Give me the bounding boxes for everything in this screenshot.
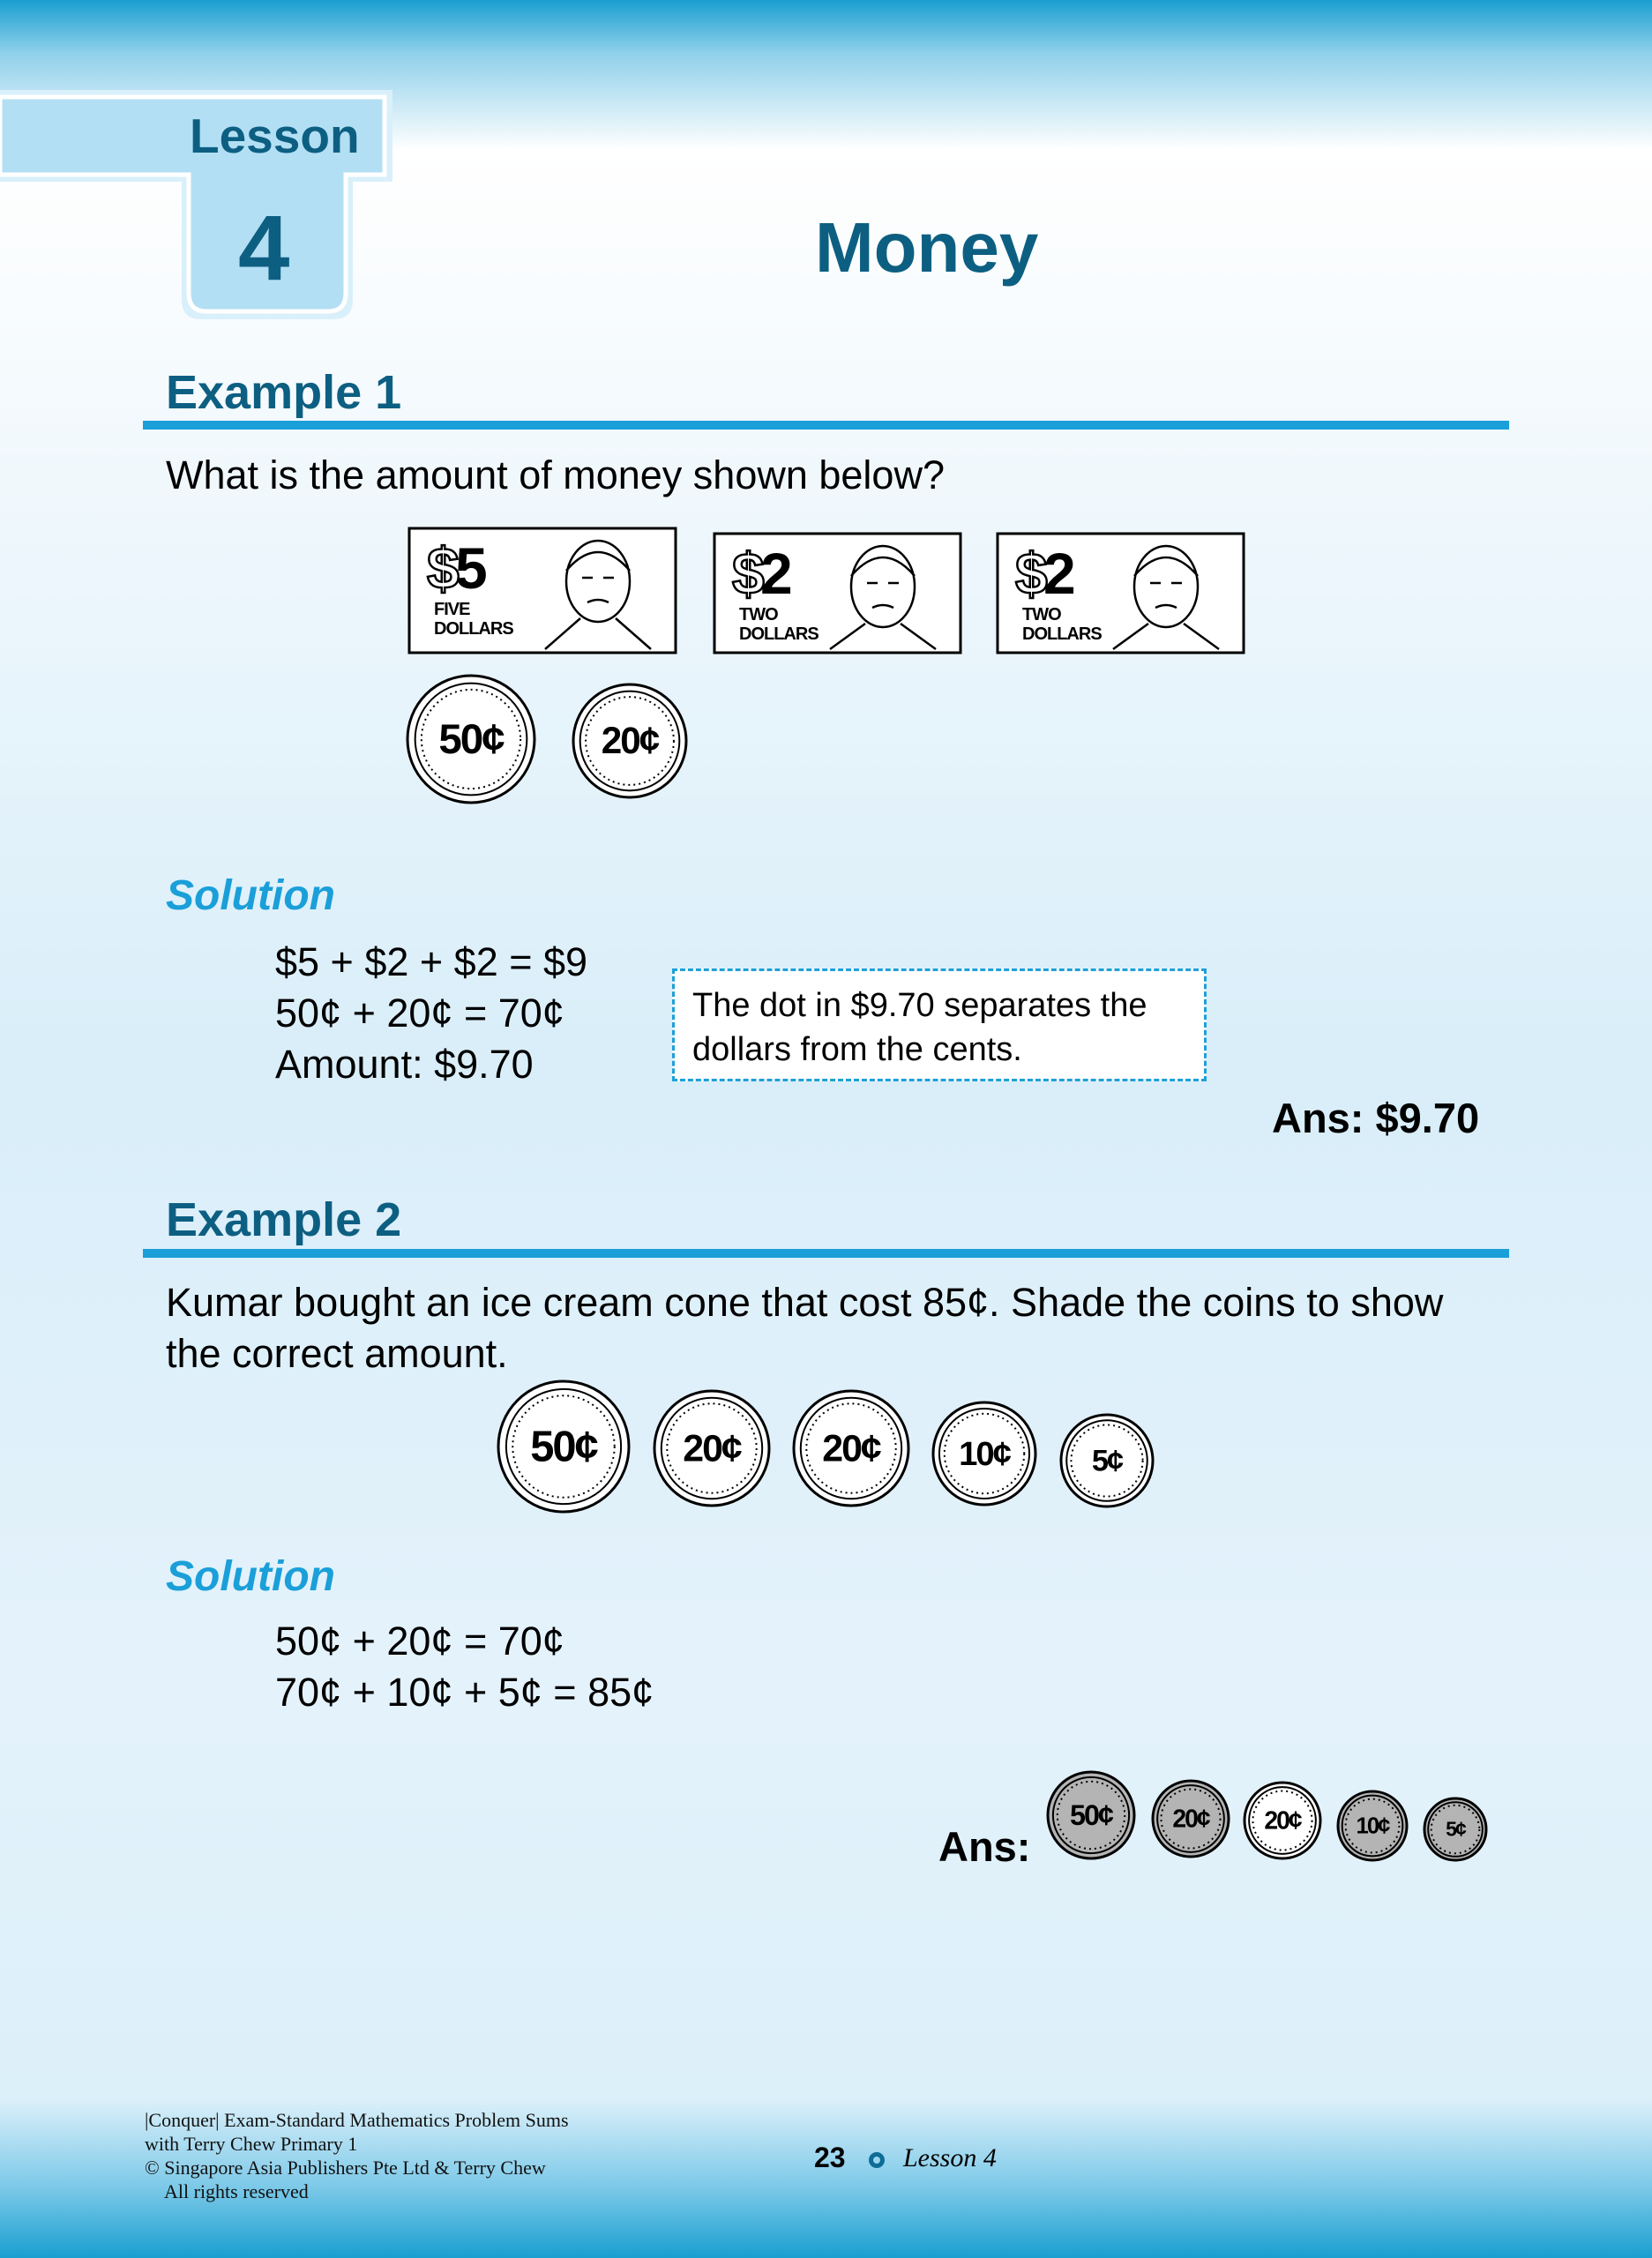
coin-value: 5¢ [1091,1444,1123,1478]
coin-value: 20¢ [1264,1806,1301,1836]
coin-2 [651,1387,773,1509]
unshaded-coin-3 [1241,1779,1324,1862]
coin-1 [495,1378,632,1515]
coin-2 [570,681,690,801]
banknote-symbol: $ [732,541,765,606]
banknote-word: DOLLARS [739,624,819,644]
solution-line: Amount: $9.70 [275,1042,534,1087]
coin-5 [1058,1411,1156,1510]
note-box: The dot in $9.70 separates the dollars from the cents. [672,968,1207,1081]
example-2-heading: Example 2 [166,1193,402,1246]
banknote-word: TWO [1022,605,1061,624]
banknote-symbol: $ [427,535,460,601]
page-title: Money [815,208,1039,287]
example-1-solution-heading: Solution [166,872,335,919]
footer-line: |Conquer| Exam-Standard Mathematics Problem Sums [145,2109,569,2131]
example-2-question-line-1: Kumar bought an ice cream cone that cost 85¢. Shade the coins to show [166,1280,1444,1325]
solution-line: 70¢ + 10¢ + 5¢ = 85¢ [275,1670,654,1715]
solution-line: 50¢ + 20¢ = 70¢ [275,991,564,1036]
coin-1 [404,672,538,806]
banknote-1 [407,527,677,654]
ring-bullet-icon [869,2152,885,2168]
solution-line: 50¢ + 20¢ = 70¢ [275,1619,564,1664]
coin-value: 20¢ [601,720,659,762]
banknote-2 [713,532,962,654]
banknote-3 [996,532,1245,654]
shaded-coin-1 [1044,1768,1138,1862]
example-2-solution-heading: Solution [166,1553,335,1600]
footer-line: © Singapore Asia Publishers Pte Ltd & Terry Chew [145,2157,546,2179]
coin-value: 50¢ [530,1423,597,1471]
coin-value: 5¢ [1446,1817,1465,1841]
page-number: 23 [814,2142,846,2173]
example-1-heading: Example 1 [166,366,402,419]
coin-3 [790,1387,912,1509]
footer-lesson-label: Lesson 4 [903,2143,997,2172]
coin-4 [930,1399,1039,1508]
example-1-question: What is the amount of money shown below? [166,452,945,497]
lesson-label: Lesson [190,108,360,163]
banknote-value: 5 [455,535,488,601]
footer-line: All rights reserved [164,2180,309,2202]
banknote-word: DOLLARS [434,619,513,639]
footer-book-info [145,2108,569,2203]
solution-line: $5 + $2 + $2 = $9 [275,939,588,984]
banknote-value: 2 [1043,541,1076,606]
shaded-coin-2 [1149,1777,1232,1860]
banknote-word: FIVE [434,600,470,619]
example-2-question-line-2: the correct amount. [166,1331,508,1376]
coin-value: 10¢ [1356,1813,1389,1839]
footer-line: with Terry Chew Primary 1 [145,2133,358,2155]
coin-value: 50¢ [438,715,504,763]
coin-value: 20¢ [822,1427,880,1470]
example-1-answer: Ans: $9.70 [1272,1095,1480,1141]
lesson-number: 4 [238,197,290,300]
coin-value: 50¢ [1070,1798,1112,1831]
banknote-symbol: $ [1015,541,1048,606]
banknote-word: TWO [739,605,778,624]
coin-value: 20¢ [1172,1805,1209,1834]
example-2-answer-label: Ans: [938,1823,1031,1870]
example-2-rule [143,1249,1509,1258]
banknote-word: DOLLARS [1022,624,1102,644]
coin-value: 20¢ [683,1427,741,1470]
shaded-coin-5 [1421,1795,1490,1864]
example-1-rule [143,421,1509,430]
banknote-value: 2 [760,541,793,606]
shaded-coin-4 [1334,1788,1410,1864]
coin-value: 10¢ [959,1434,1010,1473]
